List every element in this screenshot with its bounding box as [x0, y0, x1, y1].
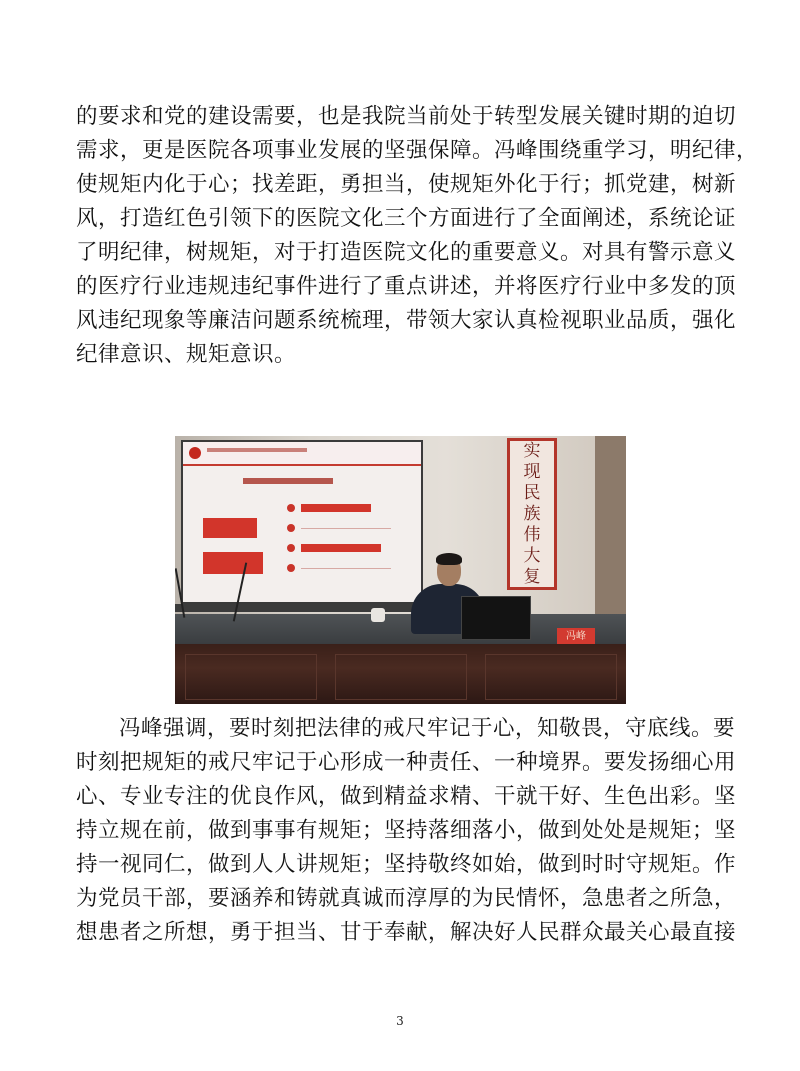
desk-panel	[485, 654, 617, 700]
meeting-photo	[175, 436, 626, 704]
paragraph-line: 心、专业专注的优良作风，做到精益求精、干就干好、生色出彩。坚	[76, 784, 737, 809]
paragraph-line: 风违纪现象等廉洁问题系统梳理，带领大家认真检视职业品质，强化	[76, 308, 737, 333]
page-number: 3	[396, 1014, 404, 1028]
paragraph-line: 的医疗行业违规违纪事件进行了重点讲述，并将医疗行业中多发的顶	[76, 274, 737, 299]
paragraph-line: 纪律意识、规矩意识。	[76, 342, 297, 367]
paragraph-line: 了明纪律，树规矩，对于打造医院文化的重要意义。对具有警示意义	[76, 240, 737, 265]
desk-panel	[335, 654, 467, 700]
slide-dot	[287, 544, 295, 552]
paragraph-line: 持立规在前，做到事事有规矩；坚持落细落小，做到处处是规矩；坚	[76, 818, 737, 843]
slide-title-bar	[207, 448, 307, 452]
tea-cup	[371, 608, 385, 622]
paragraph-line: 需求，更是医院各项事业发展的坚强保障。冯峰围绕重学习，明纪律，	[76, 138, 759, 163]
slide-box	[301, 504, 371, 512]
paragraph-line: 使规矩内化于心；找差距，勇担当，使规矩外化于行；抓党建，树新	[76, 172, 737, 197]
nameplate: 冯峰	[557, 628, 595, 646]
slide-line	[301, 568, 391, 569]
paragraph-line: 冯峰强调，要时刻把法律的戒尺牢记于心，知敬畏，守底线。要	[119, 716, 736, 741]
paragraph-line: 的要求和党的建设需要，也是我院当前处于转型发展关键时期的迫切	[76, 104, 737, 129]
projection-screen	[181, 440, 423, 604]
laptop	[461, 596, 531, 640]
paragraph-1	[76, 100, 759, 372]
slide-box	[301, 544, 381, 552]
slide-header	[183, 442, 421, 466]
paragraph-line: 风，打造红色引领下的医院文化三个方面进行了全面阐述，系统论证	[76, 206, 737, 231]
paragraph-line: 想患者之所想，勇于担当、甘于奉献，解决好人民群众最关心最直接	[76, 920, 737, 945]
slide-dot	[287, 504, 295, 512]
desk-panel	[185, 654, 317, 700]
slide-dot	[287, 524, 295, 532]
paragraph-2	[76, 712, 737, 950]
slide-dot	[287, 564, 295, 572]
party-emblem-icon	[189, 447, 201, 459]
paragraph-line: 持一视同仁，做到人人讲规矩；坚持敬终如始，做到时时守规矩。作	[76, 852, 737, 877]
paragraph-line: 为党员干部，要涵养和铸就真诚而淳厚的为民情怀，急患者之所急，	[76, 886, 737, 911]
slide-box	[203, 518, 257, 538]
slide-subtitle-bar	[243, 478, 333, 484]
slide-box	[203, 552, 263, 574]
slide-line	[301, 528, 391, 529]
speaker-hair	[436, 553, 462, 565]
screen-frame	[175, 604, 427, 612]
paragraph-line: 时刻把规矩的戒尺牢记于心形成一种责任、一种境界。要发扬细心用	[76, 750, 737, 775]
calligraphy-banner: 实 现 民 族 伟 大 复	[507, 438, 557, 590]
